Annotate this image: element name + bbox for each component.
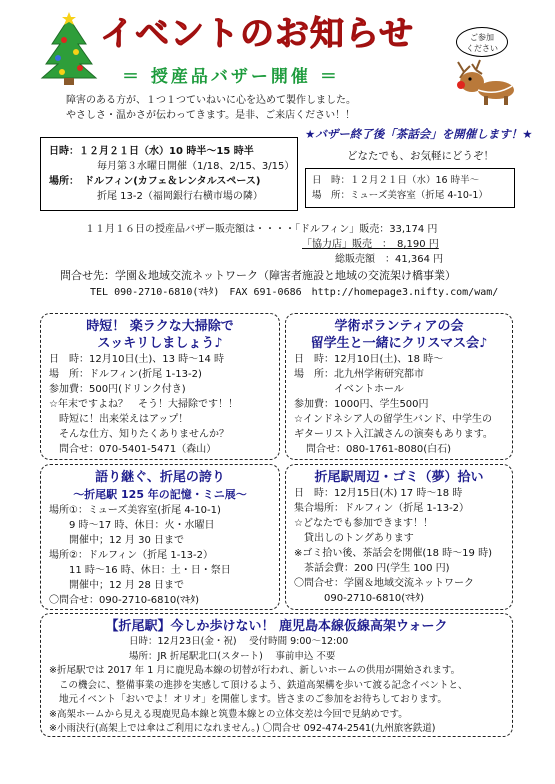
panel-line: そんな仕方、知りたくありませんか？ [49,429,229,440]
sales-line: １１月１６日の授産品バザー販売額は・・・・「ドルフィン」販売：33,174 円 [85,224,438,235]
christmas-tree-icon [34,12,104,86]
bazaar-address: 折尾 13-2（福岡銀行右横市場の隣） [97,191,263,202]
event-panel-cleaning [40,313,280,460]
intro-line: やさしさ・温かさが伝わってきます。是非、ご来店ください！！ [66,110,356,121]
panel-line: 日 時：12月10日(土)、18 時〜 [294,354,444,365]
after-bazaar-box [305,168,515,208]
panel-line: 場所①：ミューズ美容室(折尾 4-10-1) [49,505,221,516]
panel-line: 問合せ：080-1761-8080(白石) [306,444,452,455]
contact-line: 問合せ先：学園＆地域交流ネットワーク（障害者施設と地域の交流架け橋事業） [60,269,456,282]
panel-line: ※折尾駅では 2017 年 1 月に鹿児島本線の切替が行われ、新しいホームの供用が開始されます。 [49,665,461,676]
intro-line: 障害のある方が、１つ１つていねいに心を込めて製作しました。 [66,95,356,106]
panel-line: ☆どなたでも参加できます！！ [294,518,433,529]
panel-title: 【折尾駅】今しか歩けない！ 鹿児島本線仮線高架ウォーク [105,619,448,634]
bazaar-place: 場所： ドルフィン(カフェ＆レンタルスペース) [49,176,261,187]
panel-line: 9 時〜17 時、休日：火・水曜日 [49,520,215,531]
bazaar-info-box [40,137,298,211]
panel-line: イベントホール [294,384,404,395]
panel-line: 貸出しのトングあります [294,533,414,544]
panel-line: 日 時：12月10日(土)、13 時〜14 時 [49,354,225,365]
panel-line: ☆年末ですよね？ そう！大掃除です！！ [49,399,238,410]
panel-line: 日時：12月23日(金・祝) 受付時間 9:00〜12:00 [129,636,349,647]
after-bazaar-subtitle: どなたでも、お気軽にどうぞ！ [347,150,494,162]
panel-title: 留学生と一緒にクリスマス会♪ [310,336,488,351]
sales-line: 「協力店」販売 ： 8,190 円 [302,239,439,250]
event-panel-orio-pride [40,464,280,610]
bubble-line: ください [466,44,498,53]
panel-title: 語り継ぐ、折尾の誇り [95,470,225,485]
panel-line: 日 時：12月15日(木) 17 時〜18 時 [294,488,463,499]
panel-line: 時短に！出来栄えはアップ！ [49,414,189,425]
panel-line: 場所：JR 折尾駅北口(スタート) 事前申込 不要 [129,650,336,662]
panel-line: この機会に、整備事業の進捗を実感して頂けるよう、鉄道高架構を歩いて渡る記念イベントと、 [59,679,468,691]
after-bazaar-title: ★バザー終了後「茶話会」を開催します！★ [305,127,533,141]
intro-text [66,93,356,123]
panel-line: 開催中；12 月 30 日まで [49,535,184,546]
panel-line: 〇問合せ：090-2710-6810(ﾏｷﾀ) [49,595,200,606]
panel-title: 折尾駅周辺・ゴミ（夢）拾い [314,470,484,485]
panel-line: 090-2710-6810(ﾏｷﾀ) [294,593,425,604]
panel-line: ※小雨決行(高架上では傘はご利用になれません。) 〇問合せ 092-474-2541(九州旅客鉄道) [49,723,436,734]
panel-line: 場 所：ドルフィン(折尾 1-13-2) [49,369,202,380]
reindeer-icon [450,56,520,106]
panel-line: ギターリスト入江誠さんの演奏もあります。 [294,429,493,440]
panel-line: ☆インドネシア人の留学生バンド、中学生の [294,414,492,425]
bazaar-date: 日時：１２月２１日（水）10 時半〜15 時半 [49,146,254,157]
sales-report [85,222,443,267]
panel-line: 場 所：北九州学術研究都市 [294,369,424,380]
panel-line: 地元イベント「おいでよ！オリオ」を開催します。皆さまのご参加をお待ちしております。 [59,694,447,705]
panel-line: 茶話会費：200 円(学生 100 円) [294,563,450,574]
panel-line: 開催中；12 月 28 日まで [49,580,184,591]
speech-bubble [456,27,508,57]
after-bazaar-date: 日 時：１２月２１日（水）16 時半〜 [312,175,480,186]
panel-line: 11 時〜16 時、休日：土・日・祭日 [49,565,231,576]
panel-line: ※高架ホームから見える現鹿児島本線と筑豊本線との立体交差は今回で見納めです。 [49,708,408,720]
panel-line: 参加費：1000円、学生500円 [294,399,429,410]
panel-title: 時短！ 楽ラクな大掃除で [86,319,234,334]
event-panel-cleanup [285,464,513,610]
after-bazaar-place: 場 所：ミューズ美容室（折尾 4-10-1） [312,190,488,201]
panel-line: 集合場所：ドルフィン（折尾 1-13-2） [294,503,470,514]
after-bazaar-section [305,126,533,163]
panel-title: 学術ボランティアの会 [334,319,464,334]
panel-line: 問合せ：070-5401-5471（森山） [49,444,217,455]
contact-info [60,267,498,301]
panel-line: 参加費：500円(ドリンク付き) [49,384,186,395]
panel-line: 場所②：ドルフィン（折尾 1-13-2） [49,550,214,561]
panel-title: 〜折尾駅 125 年の記憶・ミニ展〜 [73,488,247,501]
panel-title: スッキリしましょう♪ [97,336,223,351]
panel-line: 〇問合せ：学園＆地域交流ネットワーク [294,578,474,589]
page-title: イベントのお知らせ [100,14,414,54]
panel-line: ※ゴミ拾い後、茶話会を開催(18 時〜19 時) [294,548,492,559]
bazaar-schedule: 毎月第３水曜日開催（1/18、2/15、3/15） [97,161,295,172]
sales-total: 総販売額 ：41,364 円 [335,254,444,265]
event-panel-walk [40,613,513,737]
event-panel-christmas [285,313,513,460]
bubble-line: ご参加 [470,33,494,42]
page-subtitle: ＝ 授産品バザー開催 ＝ [122,67,340,87]
contact-line: TEL 090-2710-6810(ﾏｷﾀ) FAX 691-0686 http://homepage3.nifty.com/wam/ [90,287,499,298]
